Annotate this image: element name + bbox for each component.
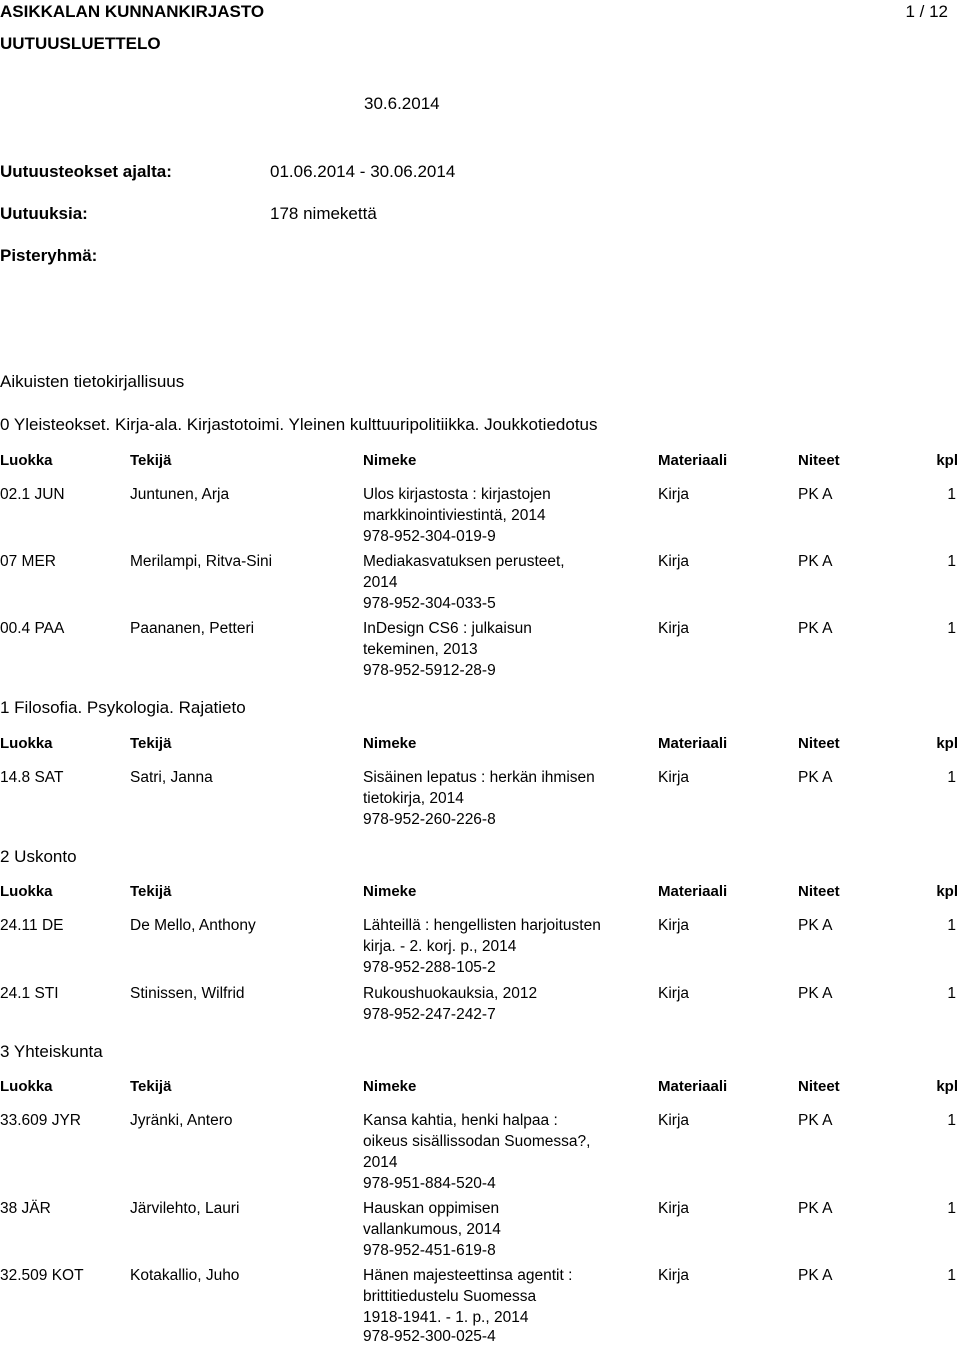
cell-nimeke-line: Lähteillä : hengellisten harjoitusten: [363, 917, 601, 934]
col-niteet: Niteet: [798, 883, 840, 900]
col-tekija: Tekijä: [130, 735, 172, 752]
cell-luokka: 14.8 SAT: [0, 769, 64, 786]
cell-nimeke-line: brittitiedustelu Suomessa: [363, 1288, 537, 1305]
col-luokka: Luokka: [0, 883, 53, 900]
cell-materiaali: Kirja: [658, 917, 690, 934]
cell-isbn: 978-952-304-033-5: [363, 595, 496, 612]
cell-kpl: 1: [947, 1200, 956, 1217]
cell-materiaali: Kirja: [658, 620, 690, 637]
cell-luokka: 00.4 PAA: [0, 620, 65, 637]
cell-tekija: Merilampi, Ritva-Sini: [130, 553, 273, 570]
section-title: 0 Yleisteokset. Kirja-ala. Kirjastotoimi. Yleinen kulttuuripolitiikka. Joukkotiedotus: [0, 415, 598, 434]
col-materiaali: Materiaali: [658, 883, 728, 900]
cell-nimeke-line: tekeminen, 2013: [363, 641, 478, 658]
cell-isbn: 978-952-304-019-9: [363, 528, 496, 545]
cell-kpl: 1: [947, 553, 956, 570]
cell-niteet: PK A: [798, 1267, 833, 1284]
cell-isbn: 978-952-451-619-8: [363, 1242, 496, 1259]
col-luokka: Luokka: [0, 1078, 53, 1095]
cell-kpl: 1: [947, 769, 956, 786]
cell-niteet: PK A: [798, 769, 833, 786]
cell-nimeke-line: 2014: [363, 574, 398, 591]
cell-tekija: Paananen, Petteri: [130, 620, 255, 637]
cell-kpl: 1: [947, 917, 956, 934]
col-kpl: kpl: [936, 1078, 958, 1095]
col-materiaali: Materiaali: [658, 452, 728, 469]
col-materiaali: Materiaali: [658, 735, 728, 752]
section-title: 1 Filosofia. Psykologia. Rajatieto: [0, 698, 246, 717]
cell-isbn: 978-951-884-520-4: [363, 1175, 496, 1192]
cell-materiaali: Kirja: [658, 1112, 690, 1129]
cell-nimeke-line: 2014: [363, 1154, 398, 1171]
report-date: 30.6.2014: [364, 94, 440, 113]
cell-kpl: 1: [947, 1112, 956, 1129]
list-title: UUTUUSLUETTELO: [0, 34, 161, 53]
section-title: 2 Uskonto: [0, 847, 77, 866]
cell-nimeke-line: vallankumous, 2014: [363, 1221, 501, 1238]
cell-kpl: 1: [947, 486, 956, 503]
cell-niteet: PK A: [798, 486, 833, 503]
cell-niteet: PK A: [798, 1112, 833, 1129]
cell-tekija: De Mello, Anthony: [130, 917, 256, 934]
cell-nimeke-line: Hauskan oppimisen: [363, 1200, 500, 1217]
col-nimeke: Nimeke: [363, 735, 417, 752]
cell-materiaali: Kirja: [658, 486, 690, 503]
cell-isbn: 978-952-5912-28-9: [363, 662, 496, 679]
col-tekija: Tekijä: [130, 883, 172, 900]
col-niteet: Niteet: [798, 735, 840, 752]
cell-luokka: 24.1 STI: [0, 985, 59, 1002]
cell-tekija: Kotakallio, Juho: [130, 1267, 240, 1284]
cell-kpl: 1: [947, 620, 956, 637]
cell-nimeke-line: Mediakasvatuksen perusteet,: [363, 553, 565, 570]
col-nimeke: Nimeke: [363, 883, 417, 900]
col-kpl: kpl: [936, 883, 958, 900]
cell-niteet: PK A: [798, 1200, 833, 1217]
col-nimeke: Nimeke: [363, 452, 417, 469]
cell-tekija: Järvilehto, Lauri: [130, 1200, 240, 1217]
cell-luokka: 32.509 KOT: [0, 1267, 84, 1284]
group-label: Pisteryhmä:: [0, 246, 98, 265]
cell-kpl: 1: [947, 1267, 956, 1284]
cell-nimeke-line: kirja. - 2. korj. p., 2014: [363, 938, 517, 955]
col-luokka: Luokka: [0, 735, 53, 752]
cell-niteet: PK A: [798, 553, 833, 570]
cell-nimeke-line: markkinointiviestintä, 2014: [363, 507, 546, 524]
cell-luokka: 07 MER: [0, 553, 56, 570]
col-materiaali: Materiaali: [658, 1078, 728, 1095]
cell-luokka: 33.609 JYR: [0, 1112, 81, 1129]
cell-isbn: 978-952-300-025-4: [363, 1328, 496, 1345]
cell-luokka: 02.1 JUN: [0, 486, 65, 503]
cell-niteet: PK A: [798, 985, 833, 1002]
cell-nimeke-line: Sisäinen lepatus : herkän ihmisen: [363, 769, 595, 786]
cell-materiaali: Kirja: [658, 1267, 690, 1284]
cell-nimeke-line: tietokirja, 2014: [363, 790, 464, 807]
section-title: 3 Yhteiskunta: [0, 1042, 103, 1061]
cell-tekija: Stinissen, Wilfrid: [130, 985, 245, 1002]
cell-nimeke-line: oikeus sisällissodan Suomessa?,: [363, 1133, 591, 1150]
cell-tekija: Juntunen, Arja: [130, 486, 230, 503]
period-value: 01.06.2014 - 30.06.2014: [270, 162, 456, 181]
cell-isbn: 978-952-288-105-2: [363, 959, 496, 976]
cell-luokka: 24.11 DE: [0, 917, 64, 934]
category-title: Aikuisten tietokirjallisuus: [0, 372, 185, 391]
cell-tekija: Jyränki, Antero: [130, 1112, 233, 1129]
cell-materiaali: Kirja: [658, 985, 690, 1002]
cell-materiaali: Kirja: [658, 1200, 690, 1217]
col-tekija: Tekijä: [130, 1078, 172, 1095]
cell-isbn: 978-952-247-242-7: [363, 1006, 496, 1023]
cell-nimeke-line: Rukoushuokauksia, 2012: [363, 985, 538, 1002]
cell-materiaali: Kirja: [658, 769, 690, 786]
col-kpl: kpl: [936, 735, 958, 752]
cell-nimeke-line: Kansa kahtia, henki halpaa :: [363, 1112, 558, 1129]
cell-tekija: Satri, Janna: [130, 769, 213, 786]
count-value: 178 nimekettä: [270, 204, 377, 223]
cell-materiaali: Kirja: [658, 553, 690, 570]
count-label: Uutuuksia:: [0, 204, 88, 223]
cell-niteet: PK A: [798, 917, 833, 934]
cell-luokka: 38 JÄR: [0, 1200, 51, 1217]
col-niteet: Niteet: [798, 452, 840, 469]
period-label: Uutuusteokset ajalta:: [0, 162, 172, 181]
page-indicator: 1 / 12: [905, 2, 948, 21]
col-tekija: Tekijä: [130, 452, 172, 469]
cell-isbn: 978-952-260-226-8: [363, 811, 496, 828]
library-name: ASIKKALAN KUNNANKIRJASTO: [0, 2, 265, 21]
cell-nimeke-line: Hänen majesteettinsa agentit :: [363, 1267, 573, 1284]
col-luokka: Luokka: [0, 452, 53, 469]
cell-nimeke-line: Ulos kirjastosta : kirjastojen: [363, 486, 551, 503]
col-niteet: Niteet: [798, 1078, 840, 1095]
cell-nimeke-line: 1918-1941. - 1. p., 2014: [363, 1309, 529, 1326]
cell-nimeke-line: InDesign CS6 : julkaisun: [363, 620, 532, 637]
col-nimeke: Nimeke: [363, 1078, 417, 1095]
cell-niteet: PK A: [798, 620, 833, 637]
cell-kpl: 1: [947, 985, 956, 1002]
col-kpl: kpl: [936, 452, 958, 469]
